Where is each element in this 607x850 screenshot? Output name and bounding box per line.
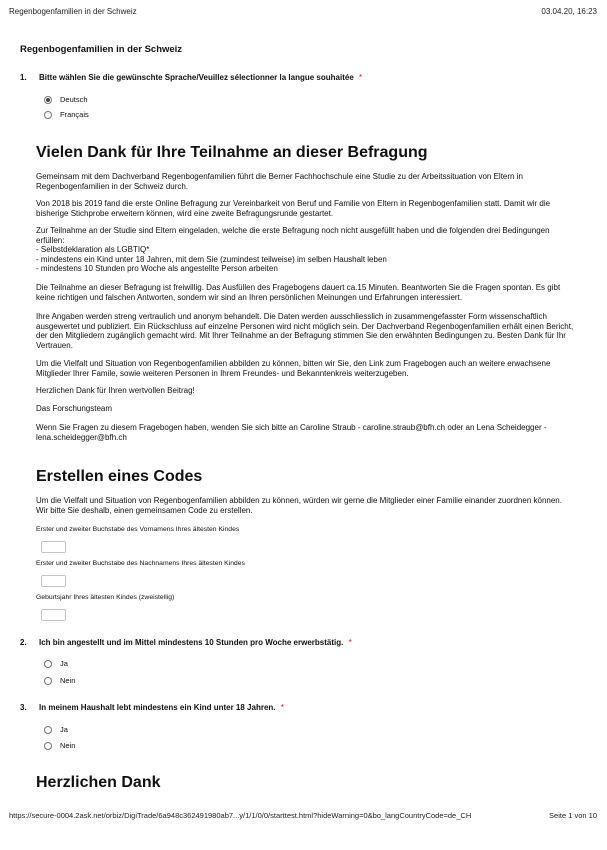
option-label: Nein <box>60 741 76 750</box>
intro-paragraph-6: Um die Vielfalt und Situation von Regenbogenfamilien abbilden zu können, bitten wir Sie, den Link zum Fragebogen auch an weitere erwachsene Mitglieder Ihrer Famile, sowie weiteren Personen in Ihrem Freundes- und Bekanntenkreis weiterzugeben. <box>36 359 551 378</box>
option-deutsch[interactable] <box>44 95 88 104</box>
intro-paragraph-5: Ihre Angaben werden streng vertraulich und anonym behandelt. Die Daten werden ausschliesslich in zusammengefasster Form wissenschaftlich ausgewertet und publiziert. Ein Rückschluss auf einzelne Personen wird nicht möglich sein. Der Dachverband Regenbogenfamilien erhält einen Bericht, der den Mitgliedern zugänglich gemacht wird. Mit Ihrer Teilnahme an der Befragung stimmen Sie den erwähnten Bedingungen zu. Besten Dank für Ihr Vertrauen. <box>36 312 574 350</box>
intro-contact-paragraph: Wenn Sie Fragen zu diesem Fragebogen haben, wenden Sie sich bitte an Caroline Straub - caroline.straub@bfh.ch oder an Lena Scheidegger - lena.scheidegger@bfh.ch <box>36 423 547 442</box>
question-3-number: 3. <box>20 703 27 712</box>
question-2-text <box>39 638 352 647</box>
intro-paragraph-3: Zur Teilnahme an der Studie sind Eltern eingeladen, welche die erste Befragung noch nicht ausgefüllt haben und die folgenden drei Bedingungen erfüllen: - Selbstdeklaration als LGBTIQ* - mindestens ein Kind unter 18 Jahren, mit dem Sie (zumindest teilweise) im selben Haushalt leben - mindestens 10 Stunden pro Woche als angestellte Person arbeiten <box>36 226 550 274</box>
question-3-text <box>39 703 284 712</box>
survey-title: Regenbogenfamilien in der Schweiz <box>20 44 183 55</box>
code-field-2-input[interactable] <box>41 575 66 587</box>
thanks-heading: Herzlichen Dank <box>36 774 161 791</box>
question-2-option-nein[interactable] <box>44 676 75 685</box>
code-field-3-input[interactable] <box>41 609 66 621</box>
question-1-label: Bitte wählen Sie die gewünschte Sprache/Veuillez sélectionner la langue souhaitée <box>39 73 354 82</box>
code-paragraph: Um die Vielfalt und Situation von Regenbogenfamilien abbilden zu können, würden wir gerne die Mitglieder einer Familie einander zuordnen können. Wir bitte Sie deshalb, einen gemeinsamen Code zu erstellen. <box>36 496 562 515</box>
print-header-title: Regenbogenfamilien in der Schweiz <box>9 7 137 16</box>
required-mark: * <box>280 703 284 712</box>
code-field-3-label: Geburtsjahr Ihres ältesten Kindes (zweistellig) <box>36 594 175 601</box>
code-heading: Erstellen eines Codes <box>36 468 203 485</box>
question-3-label: In meinem Haushalt lebt mindestens ein Kind unter 18 Jahren. <box>39 703 276 712</box>
radio-icon[interactable] <box>44 726 52 734</box>
intro-paragraph-1: Gemeinsam mit dem Dachverband Regenbogenfamilien führt die Berner Fachhochschule eine Studie zu der Arbeitssituation von Eltern in Regenbogenfamilien in der Schweiz durch. <box>36 172 523 191</box>
option-label: Français <box>60 110 89 119</box>
option-label: Ja <box>60 725 68 734</box>
question-3-option-ja[interactable] <box>44 725 68 734</box>
option-label: Ja <box>60 659 68 668</box>
print-footer-url: https://secure-0004.2ask.net/orbiz/DigiTrade/6a948c362491980ab7...y/1/1/0/0/starttest.html?hideWarning=0&bo_langCountryCode=de_CH <box>9 811 472 820</box>
option-label: Nein <box>60 676 76 685</box>
print-footer-page: Seite 1 von 10 <box>549 811 597 820</box>
code-field-2-label: Erster und zweiter Buchstabe des Nachnamens Ihres ältesten Kindes <box>36 560 245 567</box>
radio-icon[interactable] <box>44 111 52 119</box>
intro-paragraph-2: Von 2018 bis 2019 fand die erste Online Befragung zur Vereinbarkeit von Beruf und Familie von Eltern in Regenbogenfamilien statt. Damit wir die bisherige Stichprobe erweitern können, wird eine zweite Befragungsrunde gestartet. <box>36 199 551 218</box>
print-header-datetime: 03.04.20, 16:23 <box>541 7 597 16</box>
required-mark: * <box>348 638 352 647</box>
option-francais[interactable] <box>44 110 89 119</box>
intro-paragraph-7: Herzlichen Dank für Ihren wertvollen Beitrag! <box>36 386 195 395</box>
radio-icon[interactable] <box>44 742 52 750</box>
radio-selected-icon[interactable] <box>44 96 52 104</box>
radio-icon[interactable] <box>44 660 52 668</box>
code-field-1-input[interactable] <box>41 541 66 553</box>
question-1-text <box>39 73 362 82</box>
radio-icon[interactable] <box>44 677 52 685</box>
option-label: Deutsch <box>60 95 88 104</box>
code-field-1-label: Erster und zweiter Buchstabe des Vornamens Ihres ältesten Kindes <box>36 526 240 533</box>
question-1-number: 1. <box>20 73 27 82</box>
question-3-option-nein[interactable] <box>44 741 75 750</box>
intro-paragraph-4: Die Teilnahme an dieser Befragung ist freiwillig. Das Ausfüllen des Fragebogens dauert ca.15 Minuten. Beantworten Sie die Fragen spontan. Es gibt keine richtigen und falschen Antworten, sondern wir sind an Ihren persönlichen Meinungen und Erfahrungen interessiert. <box>36 283 561 302</box>
question-2-label: Ich bin angestellt und im Mittel mindestens 10 Stunden pro Woche erwerbstätig. <box>39 638 344 647</box>
intro-paragraph-8: Das Forschungsteam <box>36 404 113 413</box>
question-2-number: 2. <box>20 638 27 647</box>
question-2-option-ja[interactable] <box>44 659 68 668</box>
intro-heading: Vielen Dank für Ihre Teilnahme an dieser Befragung <box>36 144 428 161</box>
required-mark: * <box>359 73 363 82</box>
